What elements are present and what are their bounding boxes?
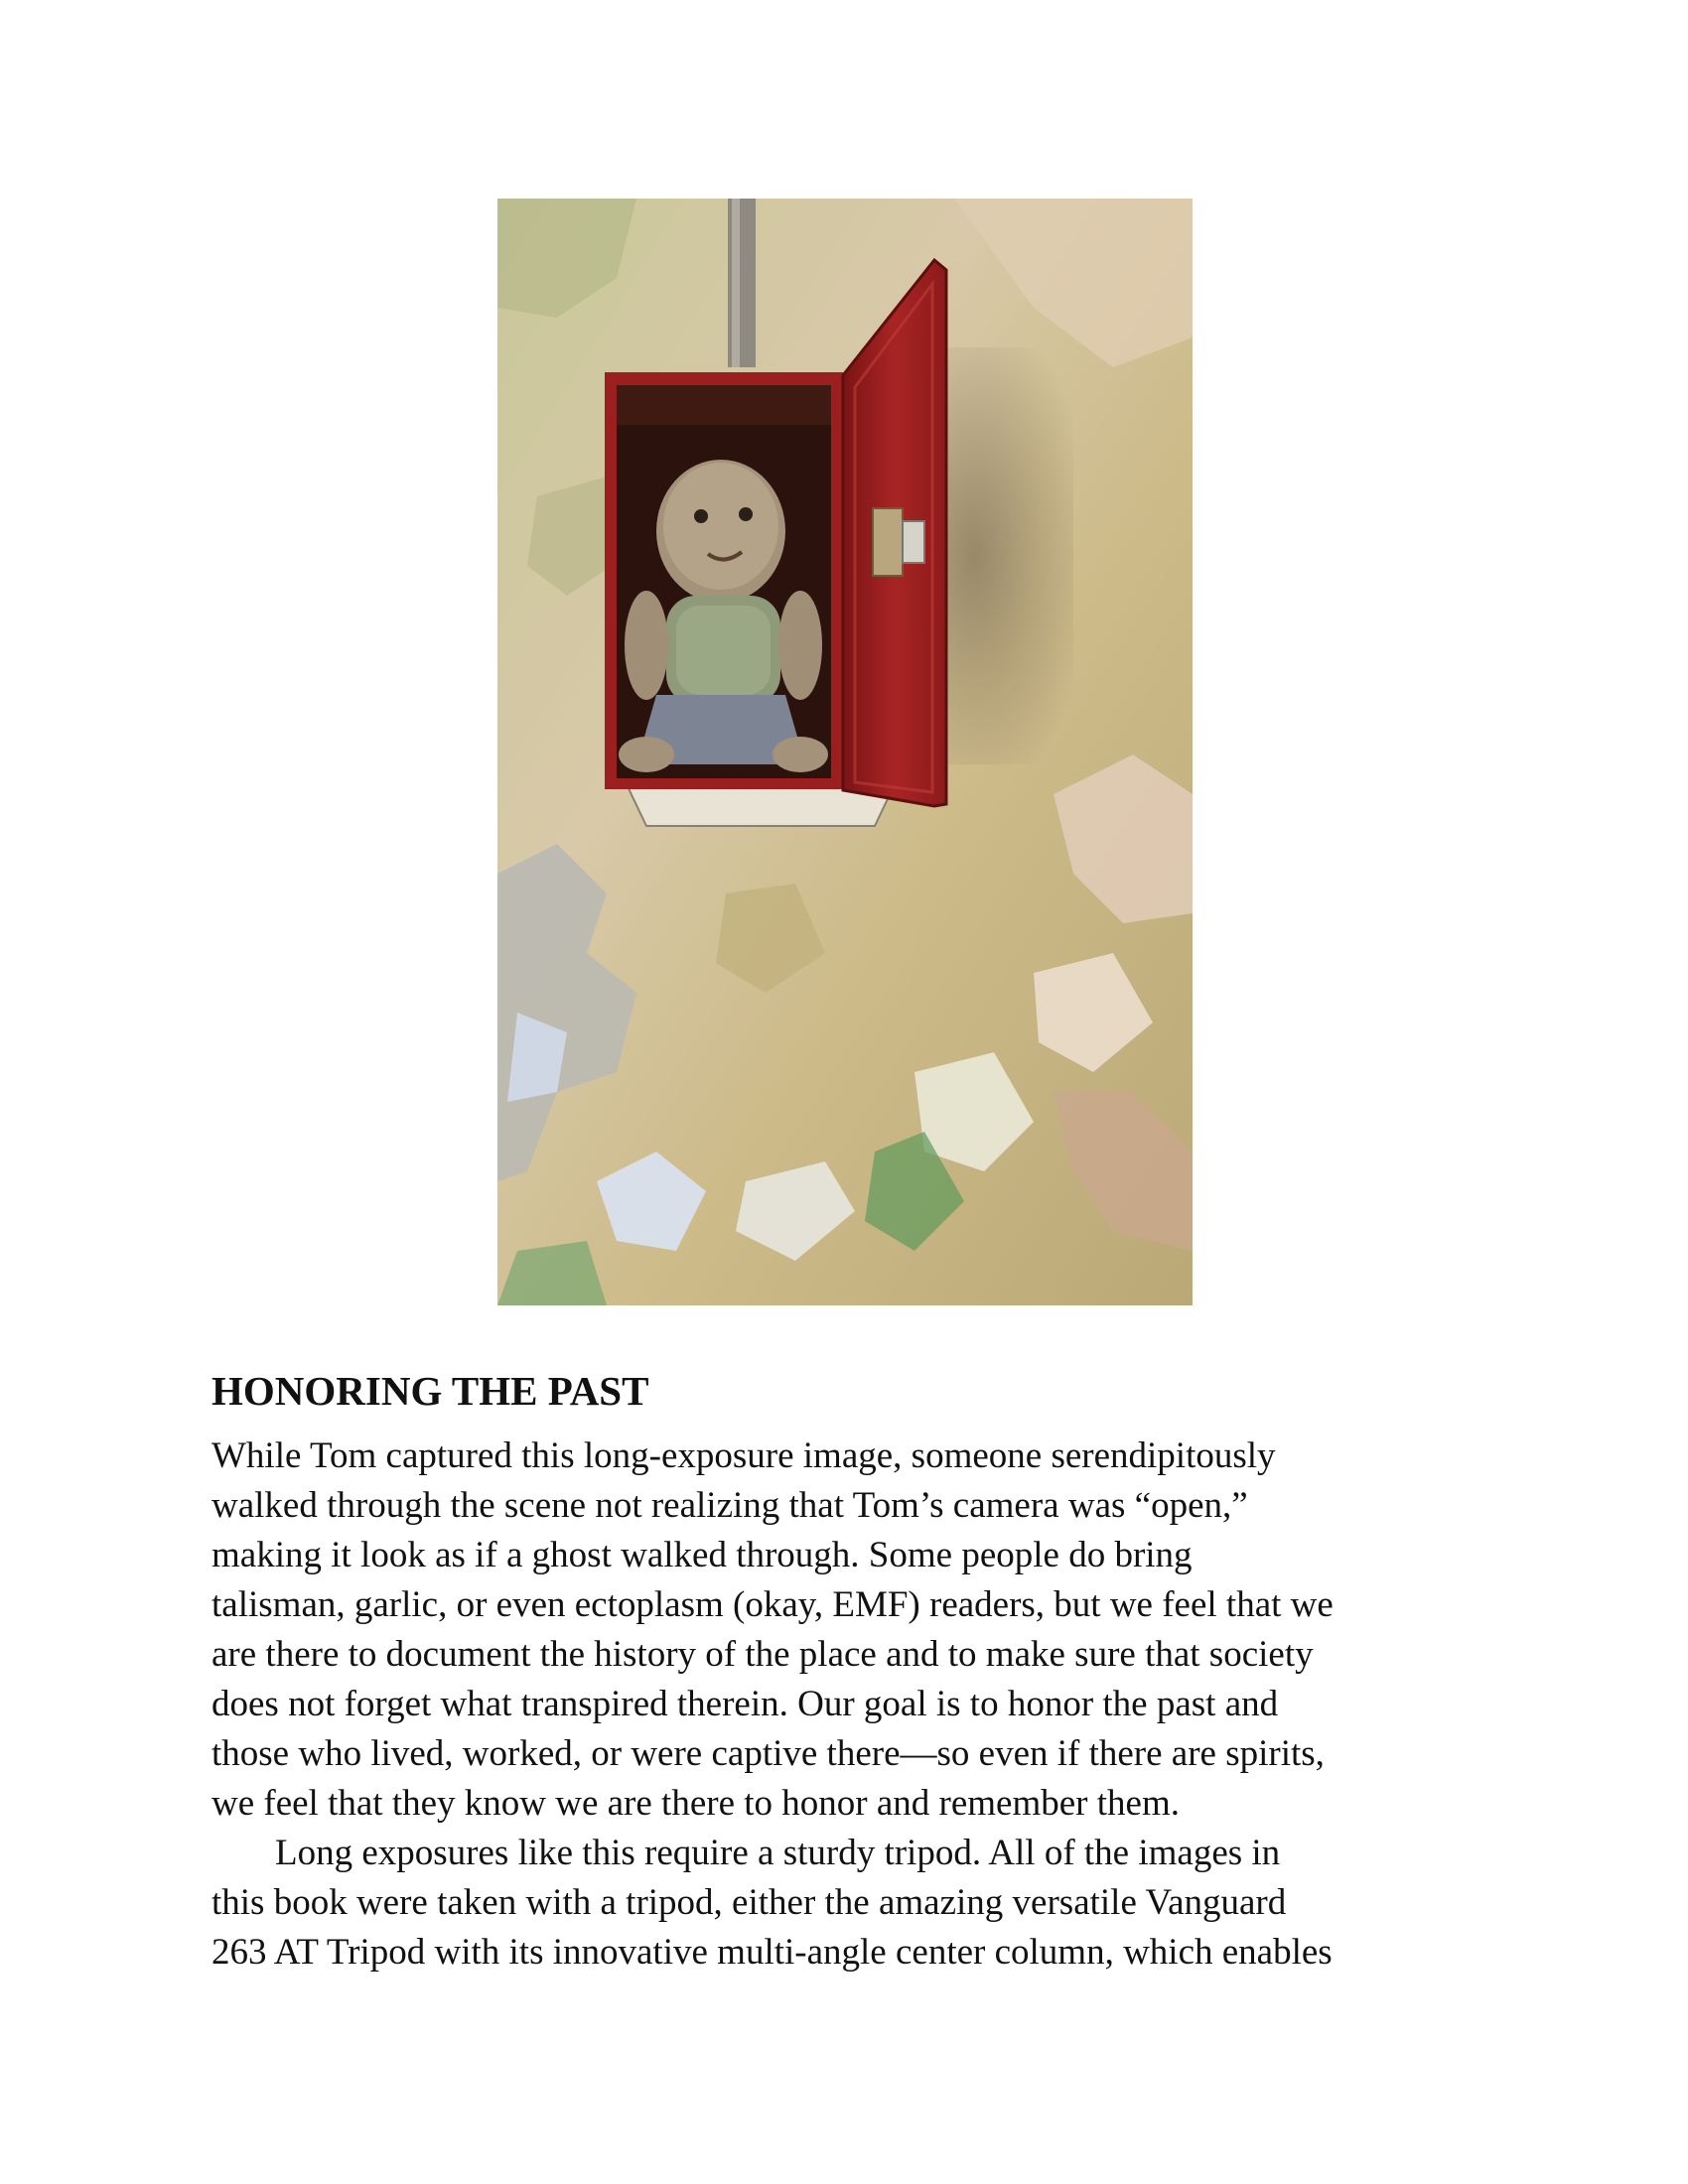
text-line: does not forget what transpired therein. Our goal is to honor the past and (211, 1684, 1279, 1724)
paragraph-2 (211, 1829, 1502, 1978)
body-text (211, 1432, 1502, 1978)
text-line: 263 AT Tripod with its innovative multi-angle center column, which enables (211, 1932, 1333, 1973)
text-line: Long exposures like this require a sturdy tripod. All of the images in (275, 1833, 1281, 1873)
text-line: those who lived, worked, or were captive there—so even if there are spirits, (211, 1733, 1325, 1774)
text-line: making it look as if a ghost walked through. Some people do bring (211, 1535, 1193, 1575)
text-line: we feel that they know we are there to honor and remember them. (211, 1783, 1180, 1824)
text-line: walked through the scene not realizing that Tom’s camera was “open,” (211, 1485, 1248, 1526)
text-line: are there to document the history of the place and to make sure that society (211, 1634, 1314, 1675)
photo-doll-in-fire-box (497, 199, 1193, 1305)
text-line: this book were taken with a tripod, either the amazing versatile Vanguard (211, 1882, 1287, 1923)
doll-in-red-box-icon (497, 199, 1193, 1305)
text-line: talisman, garlic, or even ectoplasm (okay, EMF) readers, but we feel that we (211, 1584, 1334, 1625)
text-line: While Tom captured this long-exposure image, someone serendipitously (211, 1435, 1276, 1476)
paragraph-1 (211, 1432, 1502, 1829)
section-heading: HONORING THE PAST (211, 1368, 649, 1414)
